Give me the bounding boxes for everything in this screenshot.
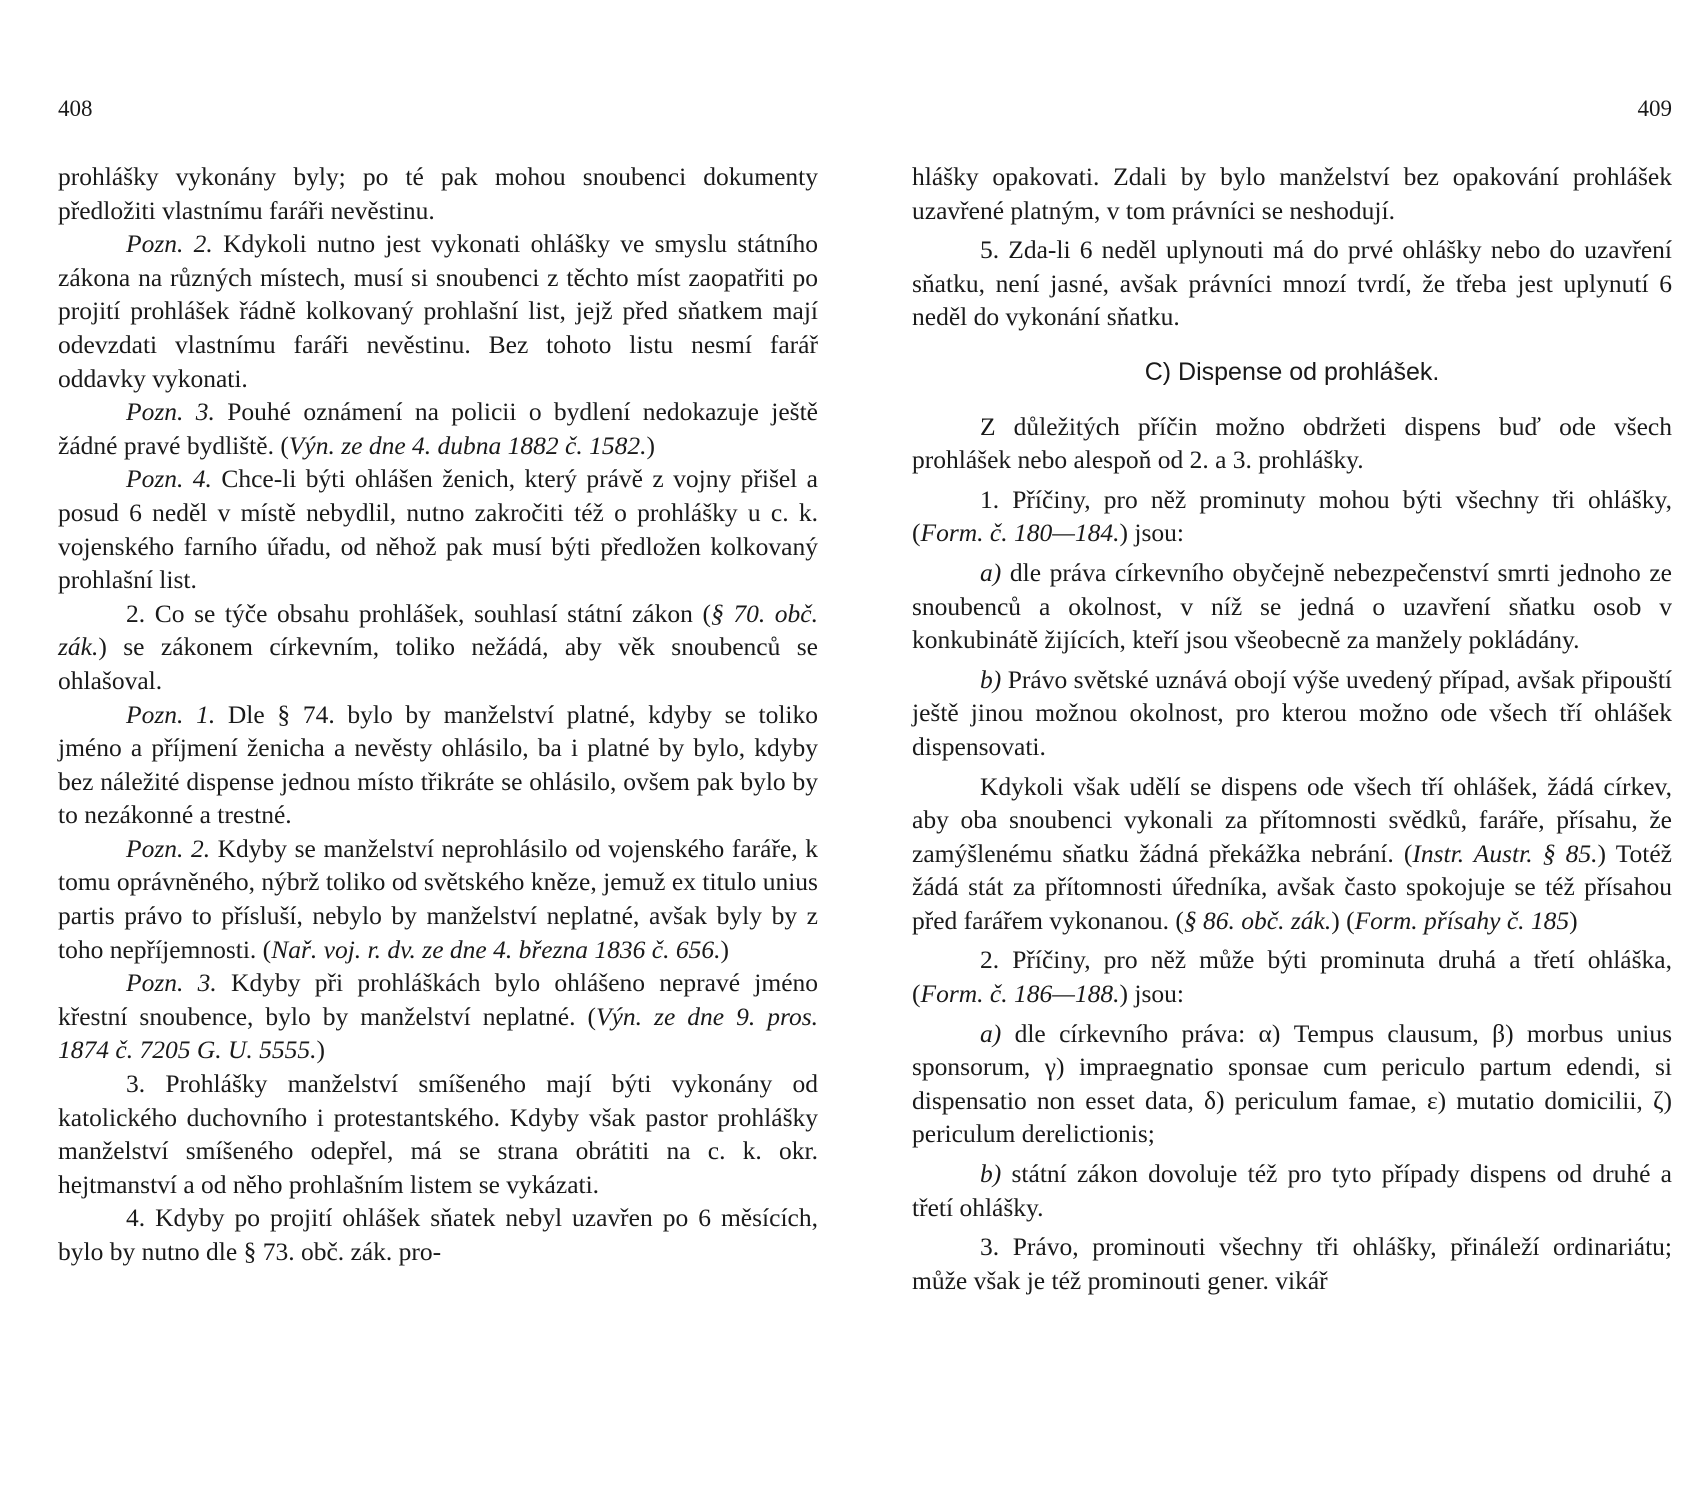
paragraph-text: Kdyby se manželství neprohlásilo od vojenského faráře, k tomu oprávněného, nýbrž toliko od světského kněze, jemuž ex titulo unius partis právo to přísluší, nebylo by manželství neplatné, avšak byly by z toho nepříjemnosti. ( (58, 833, 818, 964)
paragraph-text: Kdykoli však udělí se dispens ode všech tří ohlášek, žádá církev, aby oba snoubenci vykonali za přítomnosti svědků, faráře, přísahu, že zamýšlenému sňatku žádná překážka nebrání. ( (912, 771, 1672, 868)
citation: Nař. voj. r. dv. ze dne 4. března 1836 č. 656. (271, 934, 721, 964)
note-label: Pozn. 3. (126, 968, 217, 998)
citation: Výn. ze dne 4. dubna 1882 č. 1582. (288, 430, 647, 460)
note-label: Pozn. 3. (126, 397, 215, 427)
paragraph-text: 3. Právo, prominouti všechny tři ohlášky, přináleží ordinariátu; může však je též prominouti gener. vikář (912, 1232, 1672, 1295)
list-item-paragraph (912, 663, 1672, 764)
paragraph-text: státní zákon dovoluje též pro tyto případy dispens od druhé a třetí ohlášky. (912, 1159, 1672, 1222)
paragraph-text: 4. Kdyby po projití ohlášek sňatek nebyl uzavřen po 6 měsících, bylo by nutno dle § 73. obč. zák. pro- (58, 1203, 818, 1266)
paragraph-text: prohlášky vykonány byly; po té pak mohou snoubenci dokumenty předložiti vlastnímu faráři nevěstinu. (58, 162, 818, 225)
note-paragraph (58, 832, 818, 966)
section-heading: C) Dispense od prohlášek. (1144, 357, 1440, 386)
paragraph-text: Z důležitých příčin možno obdržeti dispens buď ode všech prohlášek nebo alespoň od 2. a 3. prohlášky. (912, 411, 1672, 475)
right-page (912, 0, 1672, 1500)
paragraph (912, 483, 1672, 550)
paragraph (58, 1201, 818, 1268)
paragraph-text: ) (646, 430, 655, 460)
paragraph (912, 943, 1672, 1010)
citation: Form. č. 186—188. (920, 979, 1120, 1009)
note-label: Pozn. 2. (126, 833, 211, 863)
paragraph (58, 160, 818, 227)
left-page (58, 0, 818, 1500)
paragraph-text: dle práva církevního obyčejně nebezpečenství smrti jednoho ze snoubenců a okolnost, v níž se jedná o uzavření sňatku osob v konkubinátě žijících, kteří jsou všeobecně za manžely pokládány. (912, 557, 1672, 655)
paragraph-text: 2. Co se týče obsahu prohlášek, souhlasí státní zákon ( (126, 598, 711, 628)
paragraph (912, 410, 1672, 477)
paragraph (58, 597, 818, 698)
list-item-paragraph (912, 556, 1672, 657)
note-label: Pozn. 1. (126, 699, 216, 729)
paragraph-text: Právo světské uznává obojí výše uvedený případ, avšak připouští ještě jinou možnou okolnost, pro kterou možno ode všech tří ohlášek dispensovati. (912, 664, 1672, 761)
item-label: b) (980, 1159, 1002, 1189)
right-page-text (912, 160, 1672, 1297)
paragraph-text: ) (1569, 905, 1578, 935)
paragraph-text: ) jsou: (1119, 979, 1185, 1009)
citation: Instr. Austr. § 85. (1412, 838, 1598, 868)
note-paragraph (58, 462, 818, 596)
paragraph (912, 233, 1672, 334)
note-paragraph (58, 395, 818, 462)
paragraph-text: Kdykoli nutno jest vykonati ohlášky ve smyslu státního zákona na různých místech, musí si snoubenci z těchto míst zaopatřiti po projití prohlášek řádně kolkovaný prohlašní list, jejž před sňatkem mají odevzdati vlastnímu faráři nevěstinu. Bez tohoto listu nesmí farář oddavky vykonati. (58, 229, 818, 393)
citation: Form. přísahy č. 185 (1354, 905, 1570, 935)
paragraph-text: 2. Příčiny, pro něž může býti prominuta druhá a třetí ohláška, ( (912, 945, 1672, 1009)
paragraph-text: 5. Zda-li 6 neděl uplynouti má do prvé ohlášky nebo do uzavření sňatku, není jasné, avšak právníci mnozí tvrdí, že třeba jest uplynutí 6 neděl do vykonání sňatku. (912, 235, 1672, 332)
paragraph-text: ) ( (1331, 905, 1355, 935)
paragraph-text: hlášky opakovati. Zdali by bylo manželství bez opakování prohlášek uzavřené platným, v tom právníci se neshodují. (912, 162, 1672, 225)
citation: Form. č. 180—184. (920, 518, 1120, 548)
paragraph (58, 1067, 818, 1201)
paragraph-text: ) se zákonem církevním, toliko nežádá, aby věk snoubenců se ohlašoval. (58, 632, 818, 695)
paragraph (912, 160, 1672, 227)
note-label: Pozn. 2. (126, 229, 213, 259)
paragraph-text: ) jsou: (1119, 518, 1185, 548)
paragraph-text: ) Totéž žádá stát za přítomnosti úředníka, avšak často spokojuje se též přísahou před farářem vykonanou. ( (912, 838, 1672, 935)
citation: § 86. obč. zák. (1183, 905, 1332, 935)
paragraph-text: 3. Prohlášky manželství smíšeného mají býti vykonány od katolického duchovního i protestantského. Kdyby však pastor prohlášky manželství smíšeného odepřel, má se strana obrátiti na c. k. okr. hejtmanství a od něho prohlašním listem se vykázati. (58, 1069, 818, 1199)
note-paragraph (58, 698, 818, 832)
item-label: a) (980, 1018, 1002, 1048)
paragraph-text: Pouhé oznámení na policii o bydlení nedokazuje ještě žádné pravé bydliště. ( (58, 397, 818, 460)
list-item-paragraph (912, 1017, 1672, 1151)
note-label: Pozn. 4. (126, 464, 212, 494)
paragraph-text: ) (316, 1035, 326, 1065)
page-number-left: 408 (58, 96, 93, 121)
paragraph-text: Kdyby při prohláškách bylo ohlášeno nepravé jméno křestní snoubence, bylo by manželství neplatné. ( (58, 968, 819, 1031)
paragraph-text: Dle § 74. bylo by manželství platné, kdyby se toliko jméno a příjmení ženicha a nevěsty ohlásilo, ba i platné by bylo, kdyby bez náležité dispense jednou místo třikráte se ohlásilo, ovšem pak bylo by to nezákonné a trestné. (58, 699, 819, 830)
item-label: b) (980, 664, 1002, 694)
note-paragraph (58, 227, 818, 395)
page-number-right: 409 (1637, 96, 1672, 121)
note-paragraph (58, 966, 818, 1067)
left-page-text (58, 160, 818, 1269)
paragraph-text: ) (720, 934, 729, 964)
paragraph-text: dle církevního práva: α) Tempus clausum, β) morbus unius sponsorum, γ) impraegnatio sponsae cum periculo partum edendi, si dispensatio non esset data, δ) periculum famae, ε) mutatio domicilii, ζ) periculum derelictionis; (912, 1018, 1672, 1149)
paragraph (912, 1230, 1672, 1297)
list-item-paragraph (912, 1157, 1672, 1224)
paragraph-text: Chce-li býti ohlášen ženich, který právě z vojny přišel a posud 6 neděl v místě nebydlil, nutno zakročiti též o prohlášky u c. k. vojenského farního úřadu, od něhož pak musí býti předložen kolkovaný prohlašní list. (58, 464, 818, 595)
paragraph-text: 1. Příčiny, pro něž prominuty mohou býti všechny tři ohlášky, ( (912, 484, 1672, 548)
citation: Výn. ze dne 9. pros. 1874 č. 7205 G. U. 5555. (58, 1001, 819, 1065)
paragraph (912, 770, 1672, 938)
citation: § 70. obč. zák. (58, 598, 818, 662)
item-label: a) (980, 557, 1002, 587)
